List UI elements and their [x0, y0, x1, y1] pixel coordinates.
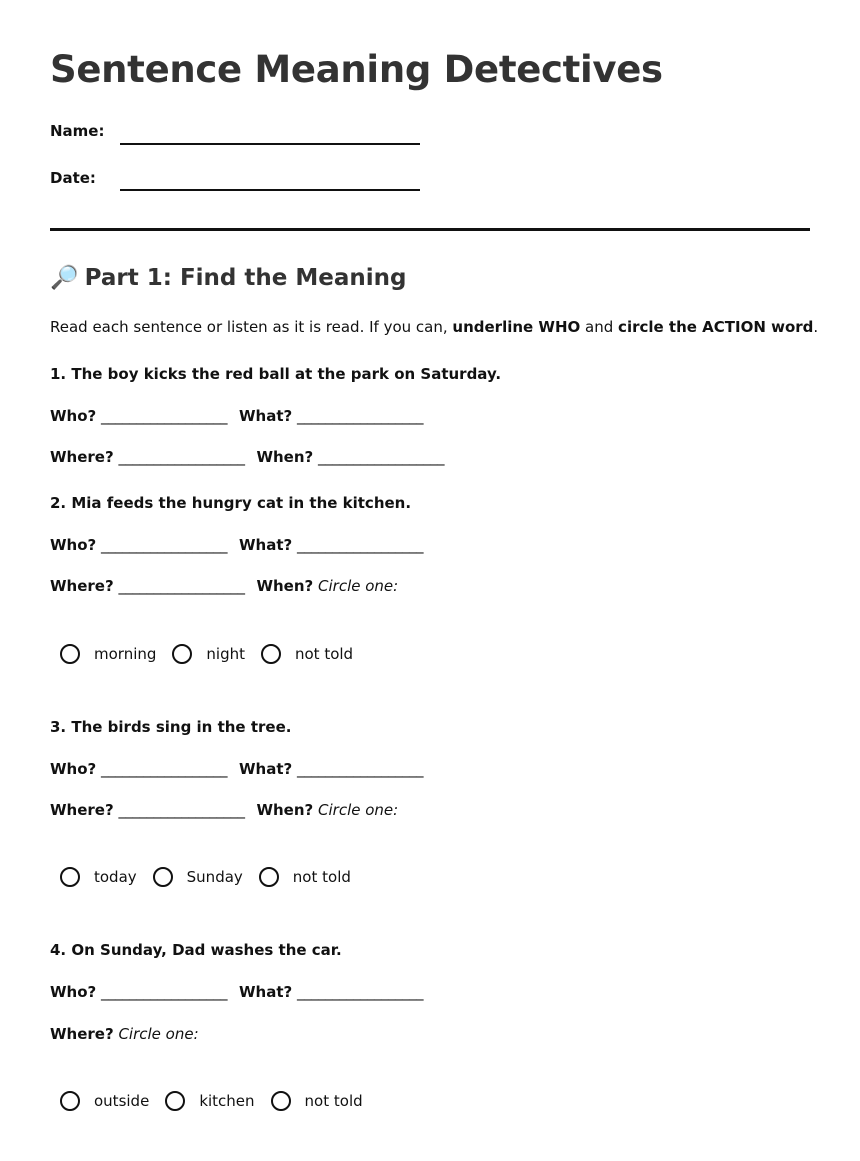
- option-morning[interactable]: [60, 644, 156, 664]
- what-blank[interactable]: __________________: [297, 983, 424, 1001]
- radio-circle[interactable]: [60, 644, 80, 664]
- q2-where-when-row: [50, 577, 398, 595]
- where-blank[interactable]: __________________: [118, 448, 245, 466]
- when-label: When?: [256, 801, 314, 819]
- circle-one-hint: Circle one:: [318, 801, 399, 819]
- question-1: 1. The boy kicks the red ball at the park on Saturday.: [50, 365, 502, 383]
- when-label: When?: [256, 577, 314, 595]
- option-not-told[interactable]: [259, 867, 351, 887]
- where-label: Where?: [50, 1025, 114, 1043]
- page-title: Sentence Meaning Detectives: [50, 48, 663, 91]
- option-label: morning: [94, 645, 157, 663]
- what-blank[interactable]: __________________: [297, 407, 424, 425]
- option-night[interactable]: [172, 644, 245, 664]
- who-blank[interactable]: __________________: [101, 407, 228, 425]
- what-label: What?: [239, 407, 293, 425]
- name-label: Name:: [50, 122, 105, 140]
- who-label: Who?: [50, 407, 97, 425]
- date-field[interactable]: [120, 189, 420, 191]
- radio-circle[interactable]: [271, 1091, 291, 1111]
- option-label: not told: [304, 1092, 363, 1110]
- radio-circle[interactable]: [172, 644, 192, 664]
- who-blank[interactable]: __________________: [101, 983, 228, 1001]
- option-label: outside: [94, 1092, 150, 1110]
- what-label: What?: [239, 536, 293, 554]
- question-3: 3. The birds sing in the tree.: [50, 718, 292, 736]
- instruction-circle-action: circle the ACTION word: [618, 318, 814, 336]
- radio-circle[interactable]: [165, 1091, 185, 1111]
- q2-options: [60, 644, 369, 664]
- option-kitchen[interactable]: [165, 1091, 254, 1111]
- radio-circle[interactable]: [153, 867, 173, 887]
- instruction-and: and: [580, 318, 619, 336]
- where-label: Where?: [50, 577, 114, 595]
- radio-circle[interactable]: [259, 867, 279, 887]
- what-blank[interactable]: __________________: [297, 760, 424, 778]
- date-label: Date:: [50, 169, 96, 187]
- radio-circle[interactable]: [60, 867, 80, 887]
- option-label: kitchen: [199, 1092, 255, 1110]
- instruction-period: .: [813, 318, 819, 336]
- option-not-told[interactable]: [261, 644, 353, 664]
- who-blank[interactable]: __________________: [101, 760, 228, 778]
- where-label: Where?: [50, 448, 114, 466]
- option-label: Sunday: [186, 868, 243, 886]
- q4-who-what-row: [50, 983, 423, 1001]
- what-label: What?: [239, 983, 293, 1001]
- option-label: today: [94, 868, 137, 886]
- who-label: Who?: [50, 983, 97, 1001]
- option-outside[interactable]: [60, 1091, 149, 1111]
- circle-one-hint: Circle one:: [318, 577, 399, 595]
- radio-circle[interactable]: [60, 1091, 80, 1111]
- option-sunday[interactable]: [153, 867, 243, 887]
- when-label: When?: [256, 448, 314, 466]
- when-blank[interactable]: __________________: [318, 448, 445, 466]
- q3-options: [60, 867, 367, 887]
- what-blank[interactable]: __________________: [297, 536, 424, 554]
- section-heading: [50, 264, 406, 291]
- q1-who-what-row: [50, 407, 423, 425]
- q2-who-what-row: [50, 536, 423, 554]
- magnifier-icon: 🔎: [50, 265, 79, 291]
- divider: [50, 228, 810, 231]
- who-label: Who?: [50, 760, 97, 778]
- option-not-told[interactable]: [271, 1091, 363, 1111]
- where-blank[interactable]: __________________: [118, 577, 245, 595]
- q3-where-when-row: [50, 801, 398, 819]
- radio-circle[interactable]: [261, 644, 281, 664]
- option-label: night: [206, 645, 245, 663]
- where-blank[interactable]: __________________: [118, 801, 245, 819]
- circle-one-hint: Circle one:: [118, 1025, 199, 1043]
- name-field[interactable]: [120, 143, 420, 145]
- q4-options: [60, 1091, 379, 1111]
- option-today[interactable]: [60, 867, 137, 887]
- section-heading-text: Part 1: Find the Meaning: [84, 265, 407, 291]
- instruction-text: Read each sentence or listen as it is read. If you can,: [50, 318, 453, 336]
- option-label: not told: [295, 645, 354, 663]
- instruction-underline-who: underline WHO: [452, 318, 581, 336]
- where-label: Where?: [50, 801, 114, 819]
- option-label: not told: [292, 868, 351, 886]
- what-label: What?: [239, 760, 293, 778]
- q3-who-what-row: [50, 760, 423, 778]
- question-2: 2. Mia feeds the hungry cat in the kitchen.: [50, 494, 412, 512]
- instructions: [50, 318, 818, 336]
- q1-where-when-row: [50, 448, 444, 466]
- who-label: Who?: [50, 536, 97, 554]
- q4-where-row: [50, 1025, 199, 1043]
- question-4: 4. On Sunday, Dad washes the car.: [50, 941, 342, 959]
- who-blank[interactable]: __________________: [101, 536, 228, 554]
